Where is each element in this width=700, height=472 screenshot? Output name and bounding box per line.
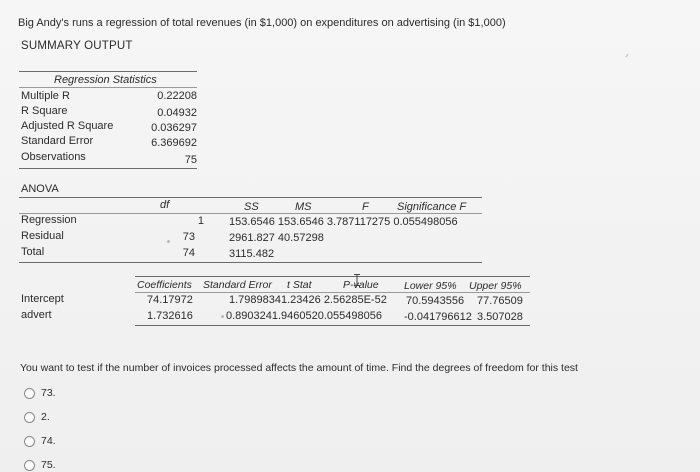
option-label: 73. [41,387,56,399]
anova-header-df: df [160,199,170,211]
coef-header-upper-95: Upper 95% [469,280,522,292]
coef-row-stats: 0.8903241.9460520.055498056 [226,310,382,322]
anova-header-ss: SS [244,201,259,213]
stat-label-observations: Observations [21,151,86,163]
stat-value-observations: 75 [184,154,197,166]
answer-option-73[interactable] [24,387,56,399]
anova-row-values: 3115.482 [229,248,275,260]
coef-row-lower-95: 70.5943556 [406,295,465,307]
text-cursor-icon [354,274,360,286]
intro-text: Big Andy's runs a regression of total revenues (in $1,000) on expenditures on advertising (in $1,000) [18,17,506,29]
anova-row-values: 2961.827 40.57298 [229,232,324,244]
answer-option-2[interactable] [24,411,50,423]
coef-top-rule [135,276,530,277]
coef-row-lower-95: -0.041796612 [404,311,472,323]
option-label: 2. [41,411,50,423]
coef-row-coefficient: 74.17972 [147,294,193,306]
coef-bottom-rule [135,325,530,326]
stat-label-standard-error: Standard Error [21,135,94,147]
reg-stats-top-rule [19,71,197,72]
stat-label-r-square: R Square [21,105,68,117]
stray-mark [625,54,628,58]
answer-option-74[interactable] [24,435,56,447]
coef-header-rule [135,292,530,293]
anova-top-rule [19,197,482,198]
coef-header-lower-95: Lower 95% [404,280,457,292]
radio-button[interactable] [24,388,35,399]
coef-header-coefficients: Coefficients [137,279,192,291]
stat-value-adj-r-square: 0.036297 [151,122,197,134]
option-label: 75. [41,459,56,471]
anova-row-df: 74 [182,247,195,259]
coef-row-upper-95: 3.507028 [477,311,523,323]
scan-speck [221,315,224,318]
option-label: 74. [41,435,56,447]
radio-button[interactable] [24,412,35,423]
coef-row-upper-95: 77.76509 [477,295,523,307]
anova-header-significance-f: Significance F [397,201,467,213]
reg-stats-header-rule [19,87,197,88]
scan-speck [167,240,170,243]
coef-row-label: advert [21,309,52,321]
coef-header-t-stat: t Stat [287,279,312,291]
anova-row-label: Residual [21,230,64,242]
summary-output-title: SUMMARY OUTPUT [21,40,133,52]
radio-button[interactable] [24,460,35,471]
anova-row-df: 73 [182,231,195,243]
coef-row-coefficient: 1.732616 [147,310,193,322]
question-text: You want to test if the number of invoices processed affects the amount of time. Find the degrees of freedom for this test [20,362,578,374]
answer-option-75[interactable] [24,459,56,471]
anova-title: ANOVA [21,183,59,195]
coef-header-p-value: P-value [343,279,379,291]
anova-header-rule [19,213,482,214]
anova-header-ms: MS [295,201,312,213]
stat-value-standard-error: 6.369692 [151,137,197,149]
anova-bottom-rule [19,262,482,263]
anova-row-df: 1 [197,215,204,227]
coef-row-stats: 1.79898341.23426 2.56285E-52 [229,294,387,306]
anova-row-label: Total [21,246,45,258]
reg-stats-bottom-rule [19,168,197,169]
stat-value-multiple-r: 0.22208 [157,90,197,102]
stat-label-adj-r-square: Adjusted R Square [21,120,114,132]
anova-row-values: 153.6546 153.6546 3.787117275 0.055498056 [229,216,458,228]
coef-header-standard-error: Standard Error [203,279,272,291]
coef-row-label: Intercept [21,293,64,305]
radio-button[interactable] [24,436,35,447]
anova-row-label: Regression [21,214,77,226]
anova-header-f: F [362,201,369,213]
stat-label-multiple-r: Multiple R [21,90,70,102]
reg-stats-title: Regression Statistics [54,74,157,86]
stat-value-r-square: 0.04932 [157,107,197,119]
